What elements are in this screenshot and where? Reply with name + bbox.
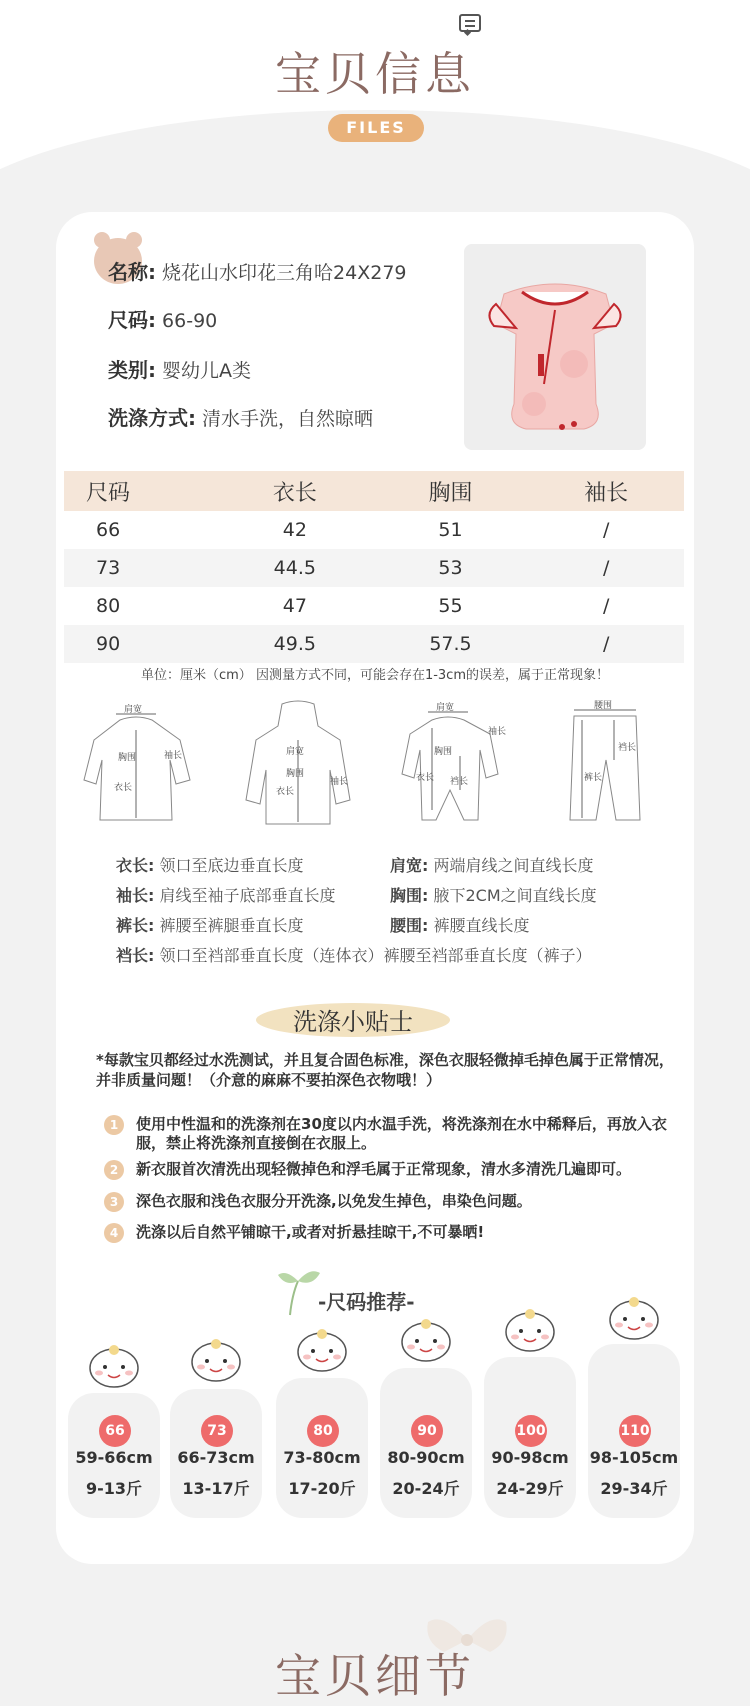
diagram-label: 胸围	[434, 747, 453, 757]
diagram-label: 肩宽	[124, 705, 143, 715]
baby-face-icon	[606, 1294, 662, 1342]
size-badge: 73	[201, 1415, 233, 1447]
pants-diagram	[560, 700, 650, 830]
tip-number: 4	[104, 1223, 124, 1243]
hoodie-diagram	[236, 700, 360, 830]
definition-item: 衣长: 领口至底边垂直长度	[116, 856, 304, 875]
size-badge: 110	[619, 1415, 651, 1447]
wash-note: *每款宝贝都经过水洗测试，并且复合固色标准，深色衣服轻微掉毛掉色属于正常情况，并非质量问题！（介意的麻麻不要拍深色衣物哦！）	[96, 1051, 674, 1089]
files-badge: FILES	[328, 114, 424, 142]
diagram-label: 肩宽	[436, 703, 455, 713]
diagram-label: 衣长	[114, 783, 133, 793]
tip-number: 1	[104, 1115, 124, 1135]
product-photo	[464, 244, 646, 450]
weight-range: 13-17斤	[182, 1479, 250, 1498]
size-recommend-card[interactable]	[484, 1357, 576, 1518]
size-recommend-card[interactable]	[380, 1368, 472, 1518]
definition-item: 胸围: 腋下2CM之间直线长度	[390, 886, 597, 905]
bow-icon	[424, 1612, 510, 1668]
info-size: 尺码: 66-90	[108, 308, 218, 332]
size-recommend-card[interactable]	[588, 1344, 680, 1518]
recommend-title: -尺码推荐-	[318, 1290, 415, 1314]
tip-item: 1 使用中性温和的洗涤剂在30度以内水温手洗，将洗涤剂在水中稀释后，再放入衣服，禁止将洗涤剂直接倒在衣服上。	[104, 1115, 696, 1153]
definition-item: 腰围: 裤腰直线长度	[390, 916, 530, 935]
chat-icon[interactable]	[459, 14, 481, 32]
diagram-label: 肩宽	[286, 747, 305, 757]
definition-item: 裤长: 裤腰至裤腿垂直长度	[116, 916, 304, 935]
weight-range: 9-13斤	[85, 1479, 143, 1498]
dress-diagram	[80, 700, 200, 830]
table-row: 66 42 51 /	[96, 519, 610, 541]
baby-face-icon	[398, 1316, 454, 1364]
col-header: 袖长	[584, 480, 629, 506]
size-badge: 80	[307, 1415, 339, 1447]
baby-face-icon	[502, 1306, 558, 1354]
height-range: 98-105cm	[589, 1448, 679, 1467]
size-badge: 66	[99, 1415, 131, 1447]
diagram-label: 胸围	[118, 753, 137, 763]
col-header: 胸围	[428, 480, 473, 506]
size-recommend-card[interactable]	[276, 1378, 368, 1518]
baby-face-icon	[86, 1342, 142, 1390]
diagram-label: 胸围	[286, 769, 305, 779]
tips-title: 洗涤小贴士	[293, 1008, 413, 1036]
tip-item: 3 深色衣服和浅色衣服分开洗涤,以免发生掉色，串染色问题。	[104, 1192, 696, 1211]
size-badge: 90	[411, 1415, 443, 1447]
diagram-label: 裤长	[584, 773, 603, 783]
diagram-label: 腰围	[594, 701, 613, 711]
baby-face-icon	[188, 1336, 244, 1384]
baby-face-icon	[294, 1326, 350, 1374]
diagram-label: 袖长	[330, 777, 349, 787]
diagram-label: 衣长	[416, 773, 435, 783]
weight-range: 17-20斤	[288, 1479, 356, 1498]
tip-item: 4 洗涤以后自然平铺晾干,或者对折悬挂晾干,不可暴晒!	[104, 1223, 696, 1242]
size-badge: 100	[515, 1415, 547, 1447]
diagram-label: 袖长	[164, 751, 183, 761]
height-range: 80-90cm	[387, 1448, 465, 1467]
table-row: 90 49.5 57.5 /	[64, 625, 684, 663]
size-table-header	[64, 471, 684, 511]
weight-range: 20-24斤	[392, 1479, 460, 1498]
size-recommend-card[interactable]	[170, 1389, 262, 1518]
size-table	[64, 471, 684, 663]
height-range: 66-73cm	[177, 1448, 255, 1467]
col-header: 衣长	[272, 480, 317, 506]
weight-range: 24-29斤	[496, 1479, 564, 1498]
definition-item: 裆长: 领口至裆部垂直长度（连体衣）裤腰至裆部垂直长度（裤子）	[116, 946, 592, 965]
info-category: 类别: 婴幼儿A类	[108, 358, 252, 382]
height-range: 59-66cm	[75, 1448, 153, 1467]
romper-diagram	[392, 700, 512, 830]
weight-range: 29-34斤	[600, 1479, 668, 1498]
diagram-label: 衣长	[276, 787, 295, 797]
page-title: 宝贝信息	[275, 47, 475, 101]
diagram-label: 裆长	[618, 743, 637, 753]
info-name: 名称: 烧花山水印花三角哈24X279	[108, 260, 407, 284]
diagram-label: 袖长	[488, 727, 507, 737]
detail-title: 宝贝细节	[275, 1649, 475, 1703]
height-range: 73-80cm	[283, 1448, 361, 1467]
height-range: 90-98cm	[491, 1448, 569, 1467]
size-recommend-card[interactable]	[68, 1393, 160, 1518]
definition-item: 袖长: 肩线至袖子底部垂直长度	[116, 886, 336, 905]
tip-number: 3	[104, 1192, 124, 1212]
tip-item: 2 新衣服首次清洗出现轻微掉色和浮毛属于正常现象，清水多清洗几遍即可。	[104, 1160, 696, 1179]
tip-number: 2	[104, 1160, 124, 1180]
col-header: 尺码	[86, 480, 131, 506]
unit-note: 单位：厘米（cm） 因测量方式不同，可能会存在1-3cm的误差，属于正常现象！	[141, 668, 609, 683]
definition-item: 肩宽: 两端肩线之间直线长度	[390, 856, 594, 875]
info-wash: 洗涤方式: 清水手洗，自然晾晒	[108, 406, 374, 430]
table-row: 73 44.5 53 /	[64, 549, 684, 587]
table-row: 80 47 55 /	[96, 595, 610, 617]
diagram-label: 裆长	[450, 777, 469, 787]
